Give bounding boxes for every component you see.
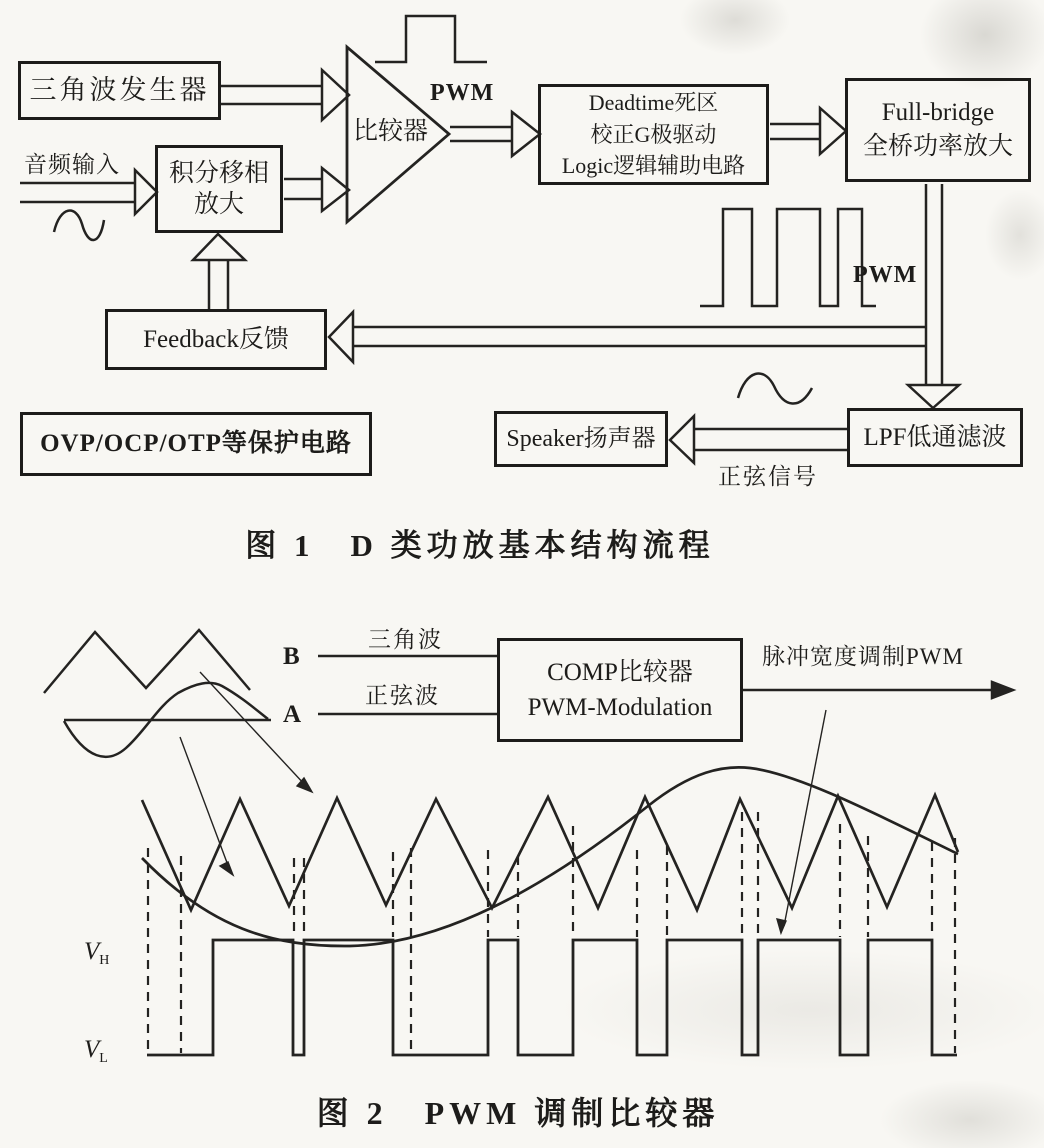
arrow-trianglegen-to-comparator xyxy=(221,70,349,120)
sine-wave-label: 正弦波 xyxy=(365,683,440,708)
block-label: 全桥功率放大 xyxy=(862,133,1013,160)
block-feedback xyxy=(105,309,327,370)
figure1-caption: 图 1 D 类功放基本结构流程 xyxy=(245,528,715,563)
pwm-bridge-label: PWM xyxy=(853,262,918,288)
v-high-subscript: H xyxy=(99,953,110,968)
block-integrator-phase-shift xyxy=(155,145,283,233)
block-label: OVP/OCP/OTP等保护电路 xyxy=(40,430,352,458)
fig2-dashed-guides xyxy=(148,812,955,1053)
v-low-label xyxy=(84,1036,108,1067)
arrow-deadtime-to-fullbridge xyxy=(770,108,846,154)
v-high-label xyxy=(84,938,109,969)
triangle-wave-label: 三角波 xyxy=(368,627,443,652)
sine-signal-label: 正弦信号 xyxy=(718,464,818,489)
block-label: 积分移相 xyxy=(168,159,269,187)
arrow-comparator-to-deadtime xyxy=(450,112,540,156)
block-label: Deadtime死区 xyxy=(588,89,719,115)
block-label: 校正G极驱动 xyxy=(590,121,717,147)
block-lpf xyxy=(847,408,1023,467)
figure2-caption: 图 2 PWM 调制比较器 xyxy=(316,1095,720,1131)
input-b-label: B xyxy=(283,643,300,670)
block-label: Full-bridge xyxy=(881,99,995,127)
audio-sine-symbol xyxy=(54,211,104,240)
fig2-pwm-waveform xyxy=(147,940,957,1055)
arrow-feedback-to-integrator xyxy=(193,234,245,309)
block-deadtime-logic xyxy=(538,84,769,185)
pulse-glyph xyxy=(375,16,487,62)
block-label: LPF低通滤波 xyxy=(863,423,1007,451)
block-label: Speaker扬声器 xyxy=(506,426,656,452)
block-label: Feedback反馈 xyxy=(143,325,289,353)
fig2-output-arrow xyxy=(743,682,1013,698)
annotation-arrow-sine xyxy=(180,737,233,875)
pwm-output-label: 脉冲宽度调制PWM xyxy=(762,644,964,669)
block-label: Logic逻辑辅助电路 xyxy=(561,153,746,179)
annotation-arrow-triangle xyxy=(200,672,312,792)
arrow-fullbridge-to-lpf xyxy=(908,184,959,408)
block-protection xyxy=(20,412,372,476)
audio-input-label: 音频输入 xyxy=(24,152,120,177)
input-a-label: A xyxy=(283,701,302,728)
v-high-symbol: V xyxy=(84,938,100,965)
pwm-comparator-label: PWM xyxy=(430,80,495,106)
fig2-carrier-triangle-wave xyxy=(142,795,958,910)
annotation-arrow-pwm xyxy=(777,710,826,933)
block-label: PWM-Modulation xyxy=(527,694,713,721)
block-speaker xyxy=(494,411,668,467)
arrow-integrator-to-comparator xyxy=(284,168,349,211)
comparator-label: 比较器 xyxy=(353,118,429,145)
v-low-subscript: L xyxy=(99,1051,108,1066)
block-label: COMP比较器 xyxy=(547,659,693,686)
block-triangle-generator xyxy=(18,61,221,120)
block-full-bridge xyxy=(845,78,1031,182)
arrow-feedbackline-to-feedback xyxy=(329,312,926,362)
arrow-lpf-to-speaker xyxy=(670,416,848,463)
block-label: 三角波发生器 xyxy=(29,74,210,105)
pwm-pulse-train xyxy=(700,209,876,306)
block-label: 放大 xyxy=(193,191,244,218)
v-low-symbol: V xyxy=(84,1036,100,1063)
lpf-sine-symbol xyxy=(738,374,812,404)
fig2-modulating-sine-wave xyxy=(142,767,958,946)
block-comp-modulator xyxy=(497,638,743,742)
